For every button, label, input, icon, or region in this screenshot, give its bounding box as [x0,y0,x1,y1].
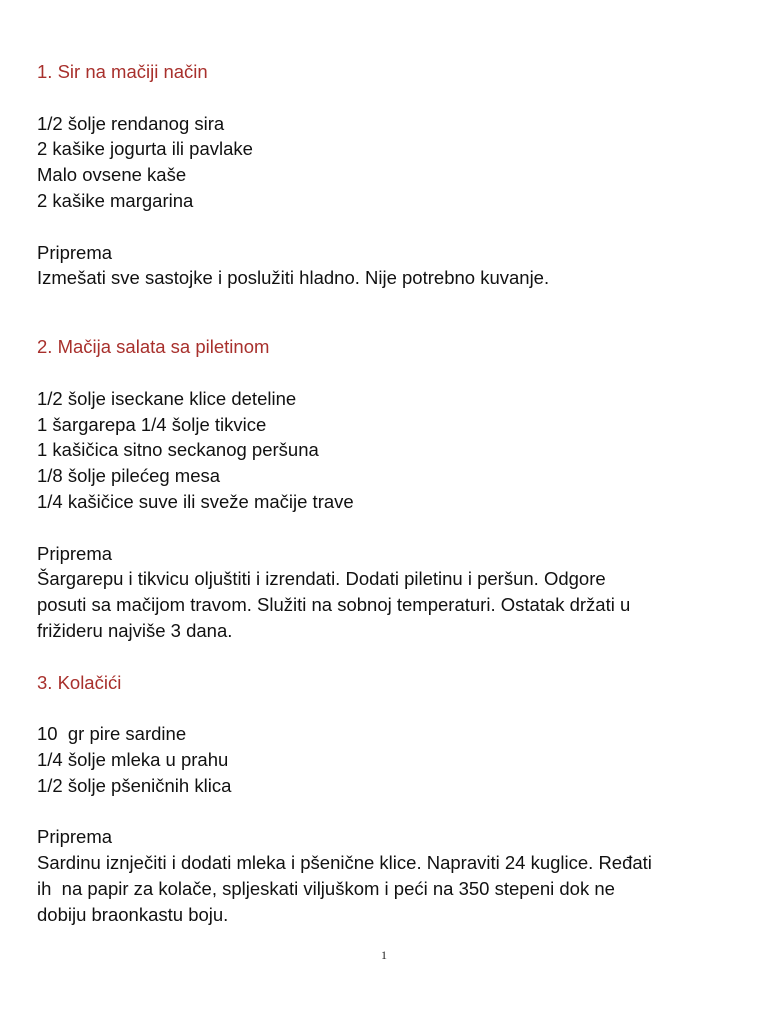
spacer [37,214,737,240]
preparation-text: posuti sa mačijom travom. Služiti na sobnoj temperaturi. Ostatak držati u [37,594,631,616]
ingredient-line: 1/2 šolje rendanog sira [37,112,225,134]
ingredient-line: 2 kašike jogurta ili pavlake [37,138,253,160]
ingredient-line: 1/2 šolje pšeničnih klica [37,774,232,796]
spacer [37,85,737,111]
spacer [37,799,737,825]
preparation-text: ih na papir za kolače, spljeskati viljuškom i peći na 350 stepeni dok ne [37,877,615,899]
ingredient-line: 1 kašičica sitno seckanog peršuna [37,439,319,461]
spacer [37,515,737,541]
document-page [37,59,737,928]
preparation-label: Priprema [37,826,113,848]
preparation-text: Sardinu iznječiti i dodati mleka i pšenične klice. Napraviti 24 kuglice. Ređati [37,852,652,874]
recipe-section [37,334,737,644]
preparation-label: Priprema [37,241,113,263]
recipe-section [37,59,737,291]
preparation-text: Izmešati sve sastojke i poslužiti hladno. Nije potrebno kuvanje. [37,267,550,289]
recipe-title: 2. Mačija salata sa piletinom [37,336,270,358]
ingredient-line: 1/8 šolje pilećeg mesa [37,465,221,487]
spacer [37,291,737,334]
ingredient-line: 10 gr pire sardine [37,723,187,745]
preparation-text: dobiju braonkastu boju. [37,903,229,925]
spacer [37,360,737,386]
recipe-section [37,670,737,928]
ingredient-line: 1 šargarepa 1/4 šolje tikvice [37,413,267,435]
recipe-title: 1. Sir na mačiji način [37,61,208,82]
spacer [37,644,737,670]
preparation-text: Šargarepu i tikvicu oljuštiti i izrendati. Dodati piletinu i peršun. Odgore [37,568,606,590]
preparation-label: Priprema [37,542,113,564]
recipe-title: 3. Kolačići [37,671,122,693]
spacer [37,695,737,721]
page-number: 1 [381,948,387,962]
ingredient-line: 1/2 šolje iseckane klice deteline [37,387,297,409]
ingredient-line: 1/4 kašičice suve ili sveže mačije trave [37,490,354,512]
preparation-text: frižideru najviše 3 dana. [37,619,233,641]
ingredient-line: 1/4 šolje mleka u prahu [37,748,229,770]
ingredient-line: Malo ovsene kaše [37,164,187,186]
ingredient-line: 2 kašike margarina [37,189,194,211]
